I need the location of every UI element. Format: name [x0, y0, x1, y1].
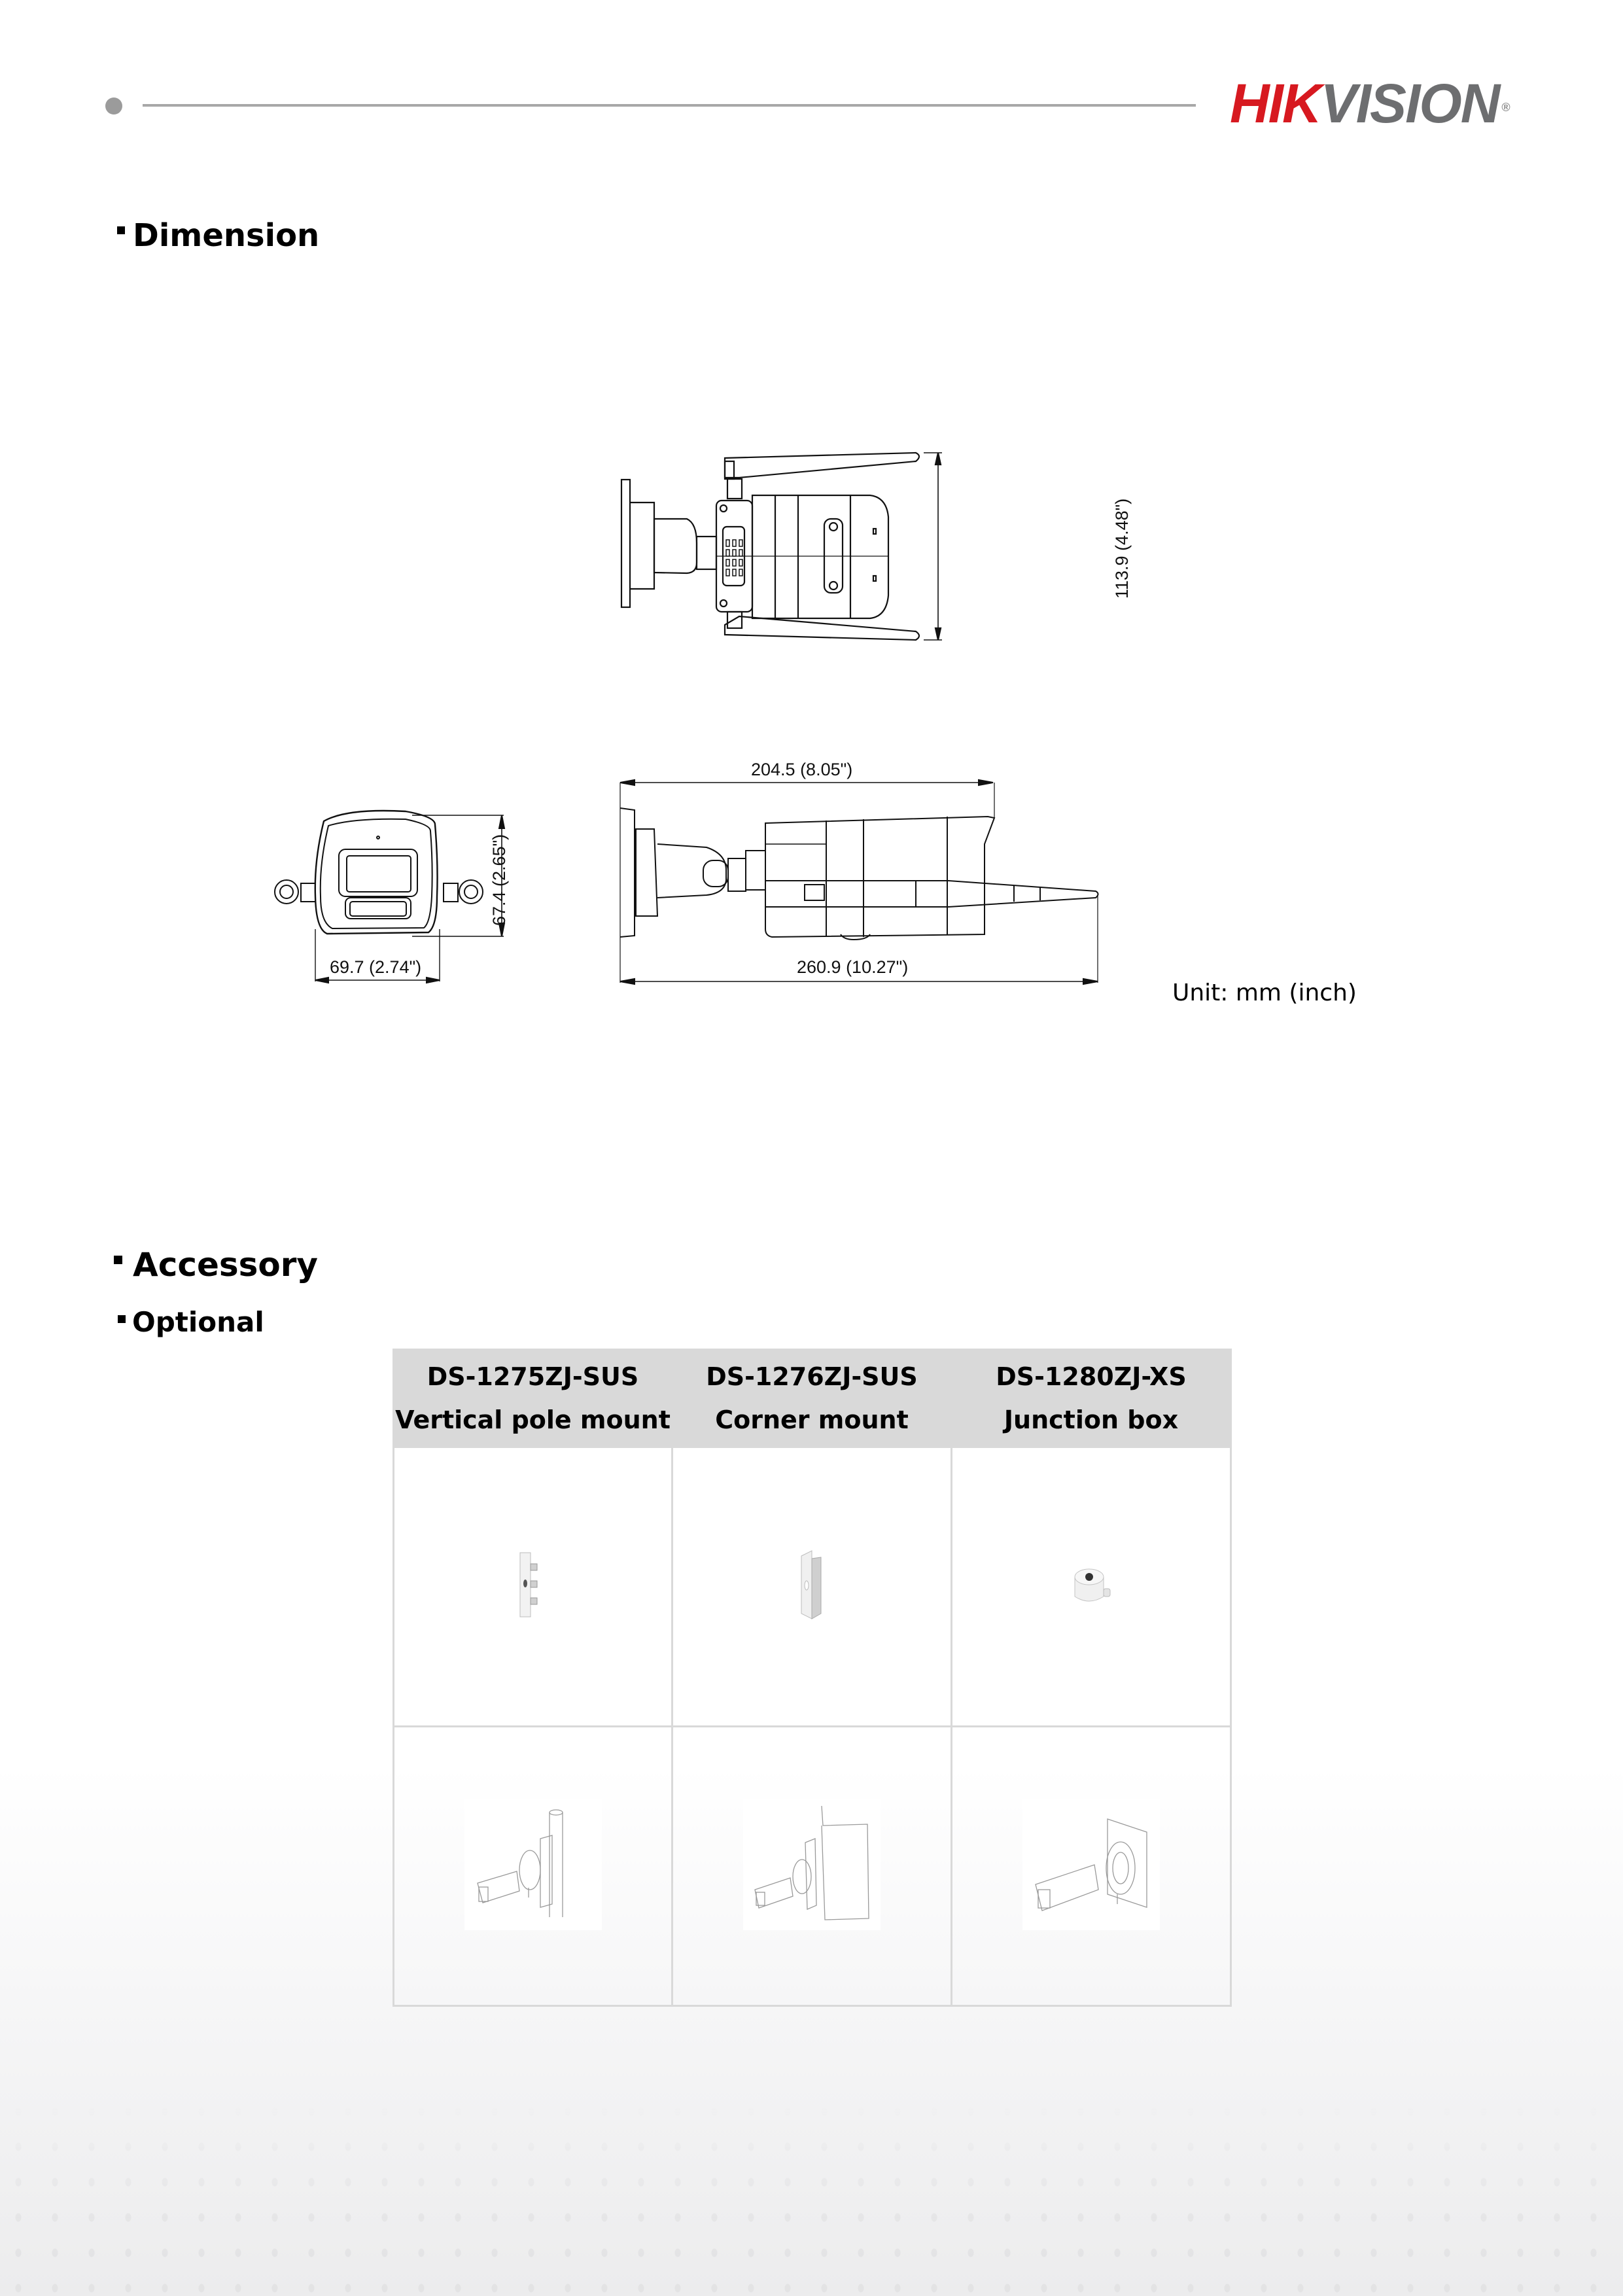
- camera-top-view-drawing: [615, 432, 1138, 654]
- accessory-model: DS-1275ZJ-SUS: [427, 1362, 639, 1391]
- unit-note: Unit: mm (inch): [1172, 980, 1357, 1006]
- accessory-name: Vertical pole mount: [395, 1405, 671, 1434]
- accessory-name: Junction box: [1003, 1405, 1179, 1434]
- side-view-body-length-dimension: 204.5 (8.05"): [751, 760, 853, 779]
- square-bullet-icon: [114, 1256, 122, 1264]
- accessory-product-cell: [394, 1447, 672, 1727]
- accessory-installation-cell: [672, 1727, 952, 2006]
- page-background-dot-pattern: [0, 2094, 1623, 2296]
- accessory-name: Corner mount: [715, 1405, 909, 1434]
- header-rule: [143, 104, 1196, 107]
- top-view-height-dimension: 113.9 (4.48"): [1112, 498, 1132, 599]
- side-view-total-length-dimension: 260.9 (10.27"): [797, 957, 909, 977]
- accessory-header-row: [394, 1350, 1231, 1447]
- optional-subheading: [118, 1306, 264, 1338]
- accessory-installation-cell: [952, 1727, 1231, 2006]
- logo-hik: HIK: [1230, 73, 1321, 134]
- square-bullet-icon: [117, 226, 125, 234]
- accessory-product-cell: [672, 1447, 952, 1727]
- pole-mount-installation-icon: [464, 1799, 602, 1930]
- dimension-title: Dimension: [133, 217, 320, 254]
- accessory-model: DS-1280ZJ-XS: [996, 1362, 1187, 1391]
- pole-mount-bracket-icon: [514, 1549, 553, 1621]
- accessory-heading: [114, 1246, 318, 1284]
- front-view-height-dimension: 67.4 (2.65"): [489, 834, 509, 926]
- junction-box-installation-icon: [1022, 1799, 1160, 1930]
- accessory-installation-row: [394, 1727, 1231, 2006]
- junction-box-icon: [1062, 1563, 1121, 1608]
- accessory-header-cell: [672, 1350, 952, 1447]
- accessory-title: Accessory: [133, 1246, 319, 1284]
- accessory-header-cell: [952, 1350, 1231, 1447]
- accessory-product-cell: [952, 1447, 1231, 1727]
- accessory-product-row: [394, 1447, 1231, 1727]
- accessory-model: DS-1276ZJ-SUS: [706, 1362, 918, 1391]
- logo-vision: VISION: [1320, 73, 1499, 134]
- square-bullet-icon: [118, 1315, 126, 1323]
- accessory-table: [393, 1349, 1232, 2007]
- accessory-header-cell: [394, 1350, 672, 1447]
- optional-title: Optional: [132, 1306, 264, 1338]
- front-view-width-dimension: 69.7 (2.74"): [330, 957, 422, 977]
- header-dot: [105, 97, 122, 115]
- accessory-installation-cell: [394, 1727, 672, 2006]
- registered-mark: ®: [1501, 101, 1509, 114]
- hikvision-logo: [1230, 73, 1509, 134]
- corner-mount-installation-icon: [743, 1799, 881, 1930]
- corner-mount-bracket-icon: [792, 1549, 831, 1621]
- dimension-heading: [117, 217, 319, 254]
